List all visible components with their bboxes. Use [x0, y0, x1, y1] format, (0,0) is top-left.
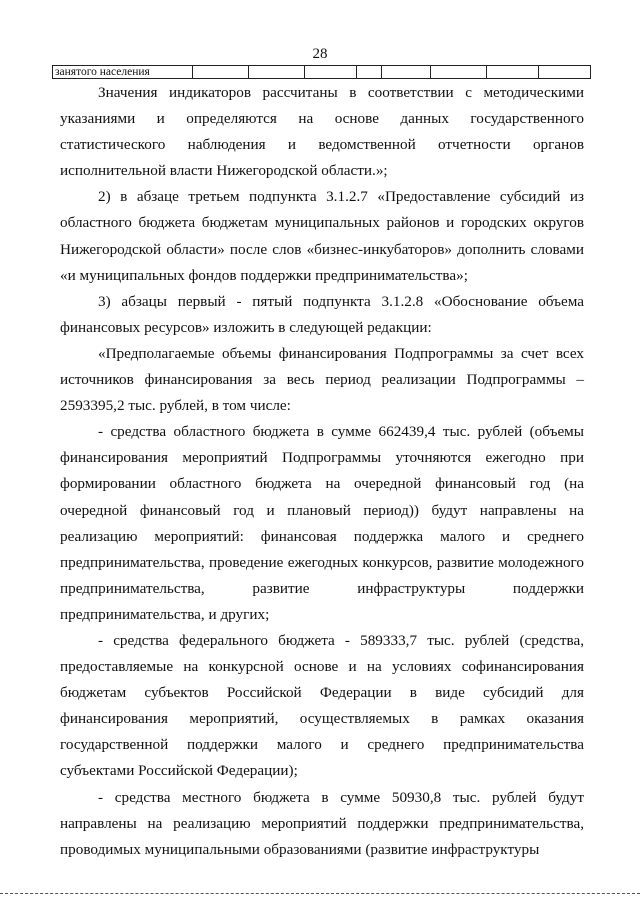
table-cell — [382, 66, 431, 79]
paragraph-amendment-2: 2) в абзаце третьем подпункта 3.1.2.7 «Предоставление субсидий из областного бюджета бюджетам муниципальных районов и городских округов Нижегородской области» после слов «бизнес-инкубаторов» дополнить словами «и муниципальных фондов поддержки предпринимательства»; — [60, 188, 584, 284]
table-cell — [305, 66, 357, 79]
table-cell — [487, 66, 539, 79]
table-fragment — [52, 65, 591, 79]
paragraph-indicators-note: Значения индикаторов рассчитаны в соответствии с методическими указаниями и определяются на основе данных государственного статистического наблюдения и ведомственной отчетности органов исполнительной власти Нижегородской области.»; — [60, 84, 584, 180]
table-cell — [193, 66, 249, 79]
table-cell-label: занятого населения — [53, 66, 193, 79]
page-number: 28 — [312, 46, 328, 62]
table-cell — [539, 66, 591, 79]
paragraph-local-budget: - средства местного бюджета в сумме 50930,8 тыс. рублей будут направлены на реализацию мероприятий поддержки предпринимательства, проводимых муниципальными образованиями (развитие инфраструктуры — [60, 788, 584, 858]
table-cell — [249, 66, 305, 79]
paragraph-regional-budget: - средства областного бюджета в сумме 662439,4 тыс. рублей (объемы финансирования мероприятий Подпрограммы уточняются ежегодно при формировании областного бюджета на очередной финансовый год (на очередной финансовый год и плановый период)) будут направлены на реализацию мероприятий: финансовая поддержка малого и среднего предпринимательства, проведение ежегодных конкурсов, развитие молодежного предпринимательства, развитие инфраструктуры поддержки предпринимательства, и других; — [60, 423, 584, 623]
paragraph-amendment-3: 3) абзацы первый - пятый подпункта 3.1.2.8 «Обоснование объема финансовых ресурсов» изложить в следующей редакции: — [60, 292, 584, 336]
paragraph-total-financing: «Предполагаемые объемы финансирования Подпрограммы за счет всех источников финансирования за весь период реализации Подпрограммы – 2593395,2 тыс. рублей, в том числе: — [60, 344, 584, 415]
page-bottom-divider — [0, 893, 640, 894]
paragraph-federal-budget: - средства федерального бюджета - 589333,7 тыс. рублей (средства, предоставляемые на конкурсной основе и на условиях софинансирования бюджетам субъектов Российской Федерации в виде субсидий для финансирования мероприятий, осуществляемых в рамках оказания государственной поддержки малого и среднего предпринимательства субъектами Российской Федерации); — [60, 631, 584, 780]
table-row — [53, 66, 591, 79]
table-cell — [431, 66, 487, 79]
document-body — [60, 80, 584, 863]
table-cell — [357, 66, 382, 79]
